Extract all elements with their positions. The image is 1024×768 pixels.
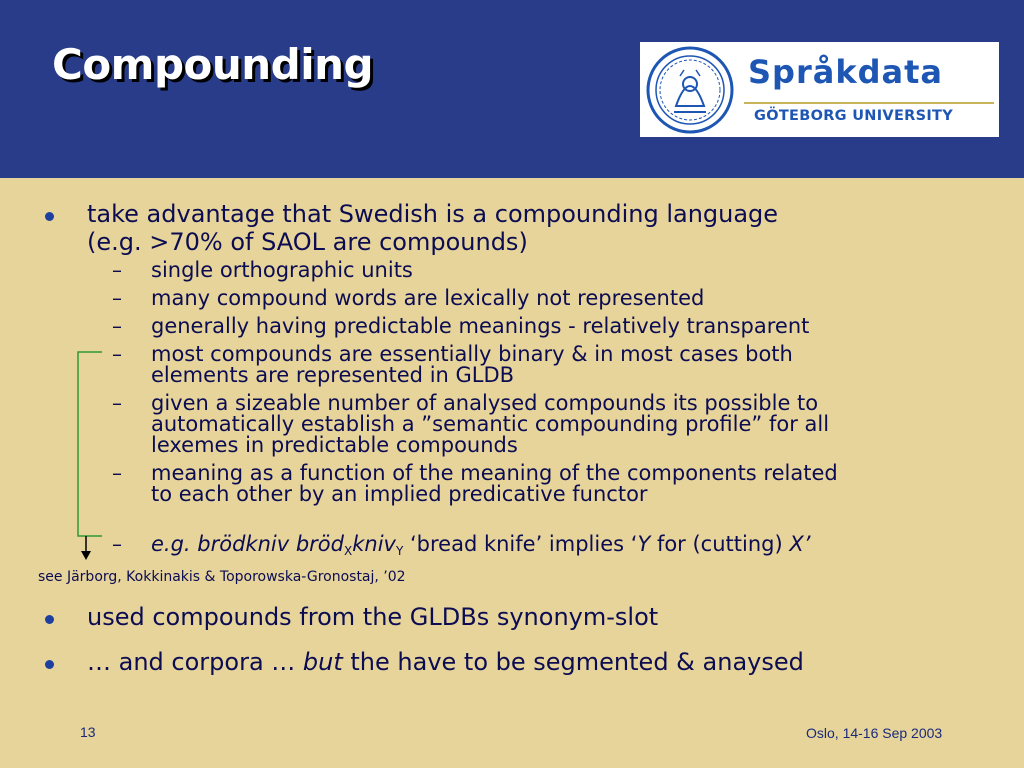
example-part-2: kniv [352, 532, 396, 556]
example-middle: for (cutting) [650, 532, 790, 556]
dash-marker: – [112, 532, 122, 556]
bullet-dot [45, 212, 54, 221]
slide-title: Compounding [52, 40, 374, 89]
sub-bullet-6-line-2: to each other by an implied predicative functor [151, 482, 648, 506]
logo-subtitle: GÖTEBORG UNIVERSITY [754, 108, 954, 124]
bullet-3-emphasis: but [302, 648, 343, 676]
bullet-1-line-2: (e.g. >70% of SAOL are compounds) [87, 228, 528, 256]
bullet-2: used compounds from the GLDBs synonym-slot [87, 603, 659, 631]
example-part-1: bröd [295, 532, 344, 556]
dash-marker: – [112, 461, 122, 485]
dash-marker: – [112, 391, 122, 415]
example-var-y: Y [637, 532, 651, 556]
dash-marker: – [112, 342, 122, 366]
example-sub-x: X [344, 544, 353, 558]
sub-bullet-1: single orthographic units [151, 258, 413, 282]
bullet-dot [45, 615, 54, 624]
sub-bullet-6-line-1: meaning as a function of the meaning of the components related [151, 461, 838, 485]
logo-name: Språkdata [748, 53, 943, 91]
bullet-3-before: … and corpora … [87, 648, 303, 676]
dash-marker: – [112, 258, 122, 282]
page-number: 13 [80, 724, 96, 740]
bullet-dot [45, 660, 54, 669]
example-eg: e.g. brödkniv [151, 532, 290, 556]
sub-bullet-4-line-1: most compounds are essentially binary & in most cases both [151, 342, 793, 366]
sub-bullet-5-line-2: automatically establish a ”semantic compounding profile” for all [151, 412, 830, 436]
bullet-3-after: the have to be segmented & anaysed [342, 648, 804, 676]
dash-marker: – [112, 286, 122, 310]
sub-bullet-5-line-1: given a sizeable number of analysed compounds its possible to [151, 391, 819, 415]
reference-note: see Järborg, Kokkinakis & Toporowska-Gronostaj, ’02 [38, 569, 406, 585]
footer-place-date: Oslo, 14-16 Sep 2003 [806, 725, 943, 741]
bullet-3 [87, 648, 804, 676]
example-sub-y: Y [395, 544, 404, 558]
example-var-x: X’ [789, 532, 811, 556]
sub-bullet-4-line-2: elements are represented in GLDB [151, 363, 515, 387]
sub-bullet-5-line-3: lexemes in predictable compounds [151, 433, 518, 457]
example-gloss: ‘bread knife’ implies ‘ [403, 532, 638, 556]
sub-bullet-2: many compound words are lexically not represented [151, 286, 705, 310]
bullet-1-line-1: take advantage that Swedish is a compounding language [87, 200, 779, 228]
example-line [151, 532, 811, 558]
dash-marker: – [112, 314, 122, 338]
sub-bullet-3: generally having predictable meanings - relatively transparent [151, 314, 810, 338]
